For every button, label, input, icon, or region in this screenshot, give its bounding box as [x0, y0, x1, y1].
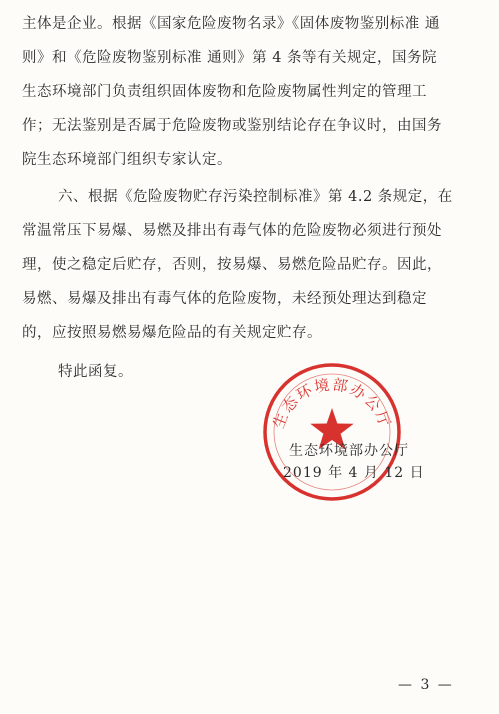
issuing-organization: 生态环境部办公厅 — [289, 443, 409, 459]
closing-line: 特此函复。 — [58, 364, 133, 380]
seal-text: 生态环境部办公厅 — [269, 375, 395, 431]
body-line-10: 的，应按照易燃易爆危险品的有关规定贮存。 — [22, 325, 322, 341]
body-line-5: 院生态环境部门组织专家认定。 — [22, 152, 232, 168]
body-line-4: 作；无法鉴别是否属于危险废物或鉴别结论存在争议时，由国务 — [22, 118, 442, 134]
page-number: — 3 — — [398, 677, 454, 693]
body-line-2: 则》和《危险废物鉴别标准 通则》第 4 条等有关规定，国务院 — [22, 50, 438, 66]
body-line-9: 易燃、易爆及排出有毒气体的危险废物，未经预处理达到稳定 — [22, 291, 427, 307]
body-line-7: 常温常压下易爆、易燃及排出有毒气体的危险废物必须进行预处 — [22, 223, 442, 239]
body-line-3: 生态环境部门负责组织固体废物和危险废物属性判定的管理工 — [22, 84, 427, 100]
body-line-8: 理，使之稳定后贮存，否则，按易爆、易燃危险品贮存。因此， — [22, 257, 442, 273]
body-line-6: 六、根据《危险废物贮存污染控制标准》第 4.2 条规定，在 — [58, 189, 453, 205]
body-line-1: 主体是企业。根据《国家危险废物名录》《固体废物鉴别标准 通 — [22, 16, 440, 32]
issue-date: 2019 年 4 月 12 日 — [283, 465, 425, 481]
